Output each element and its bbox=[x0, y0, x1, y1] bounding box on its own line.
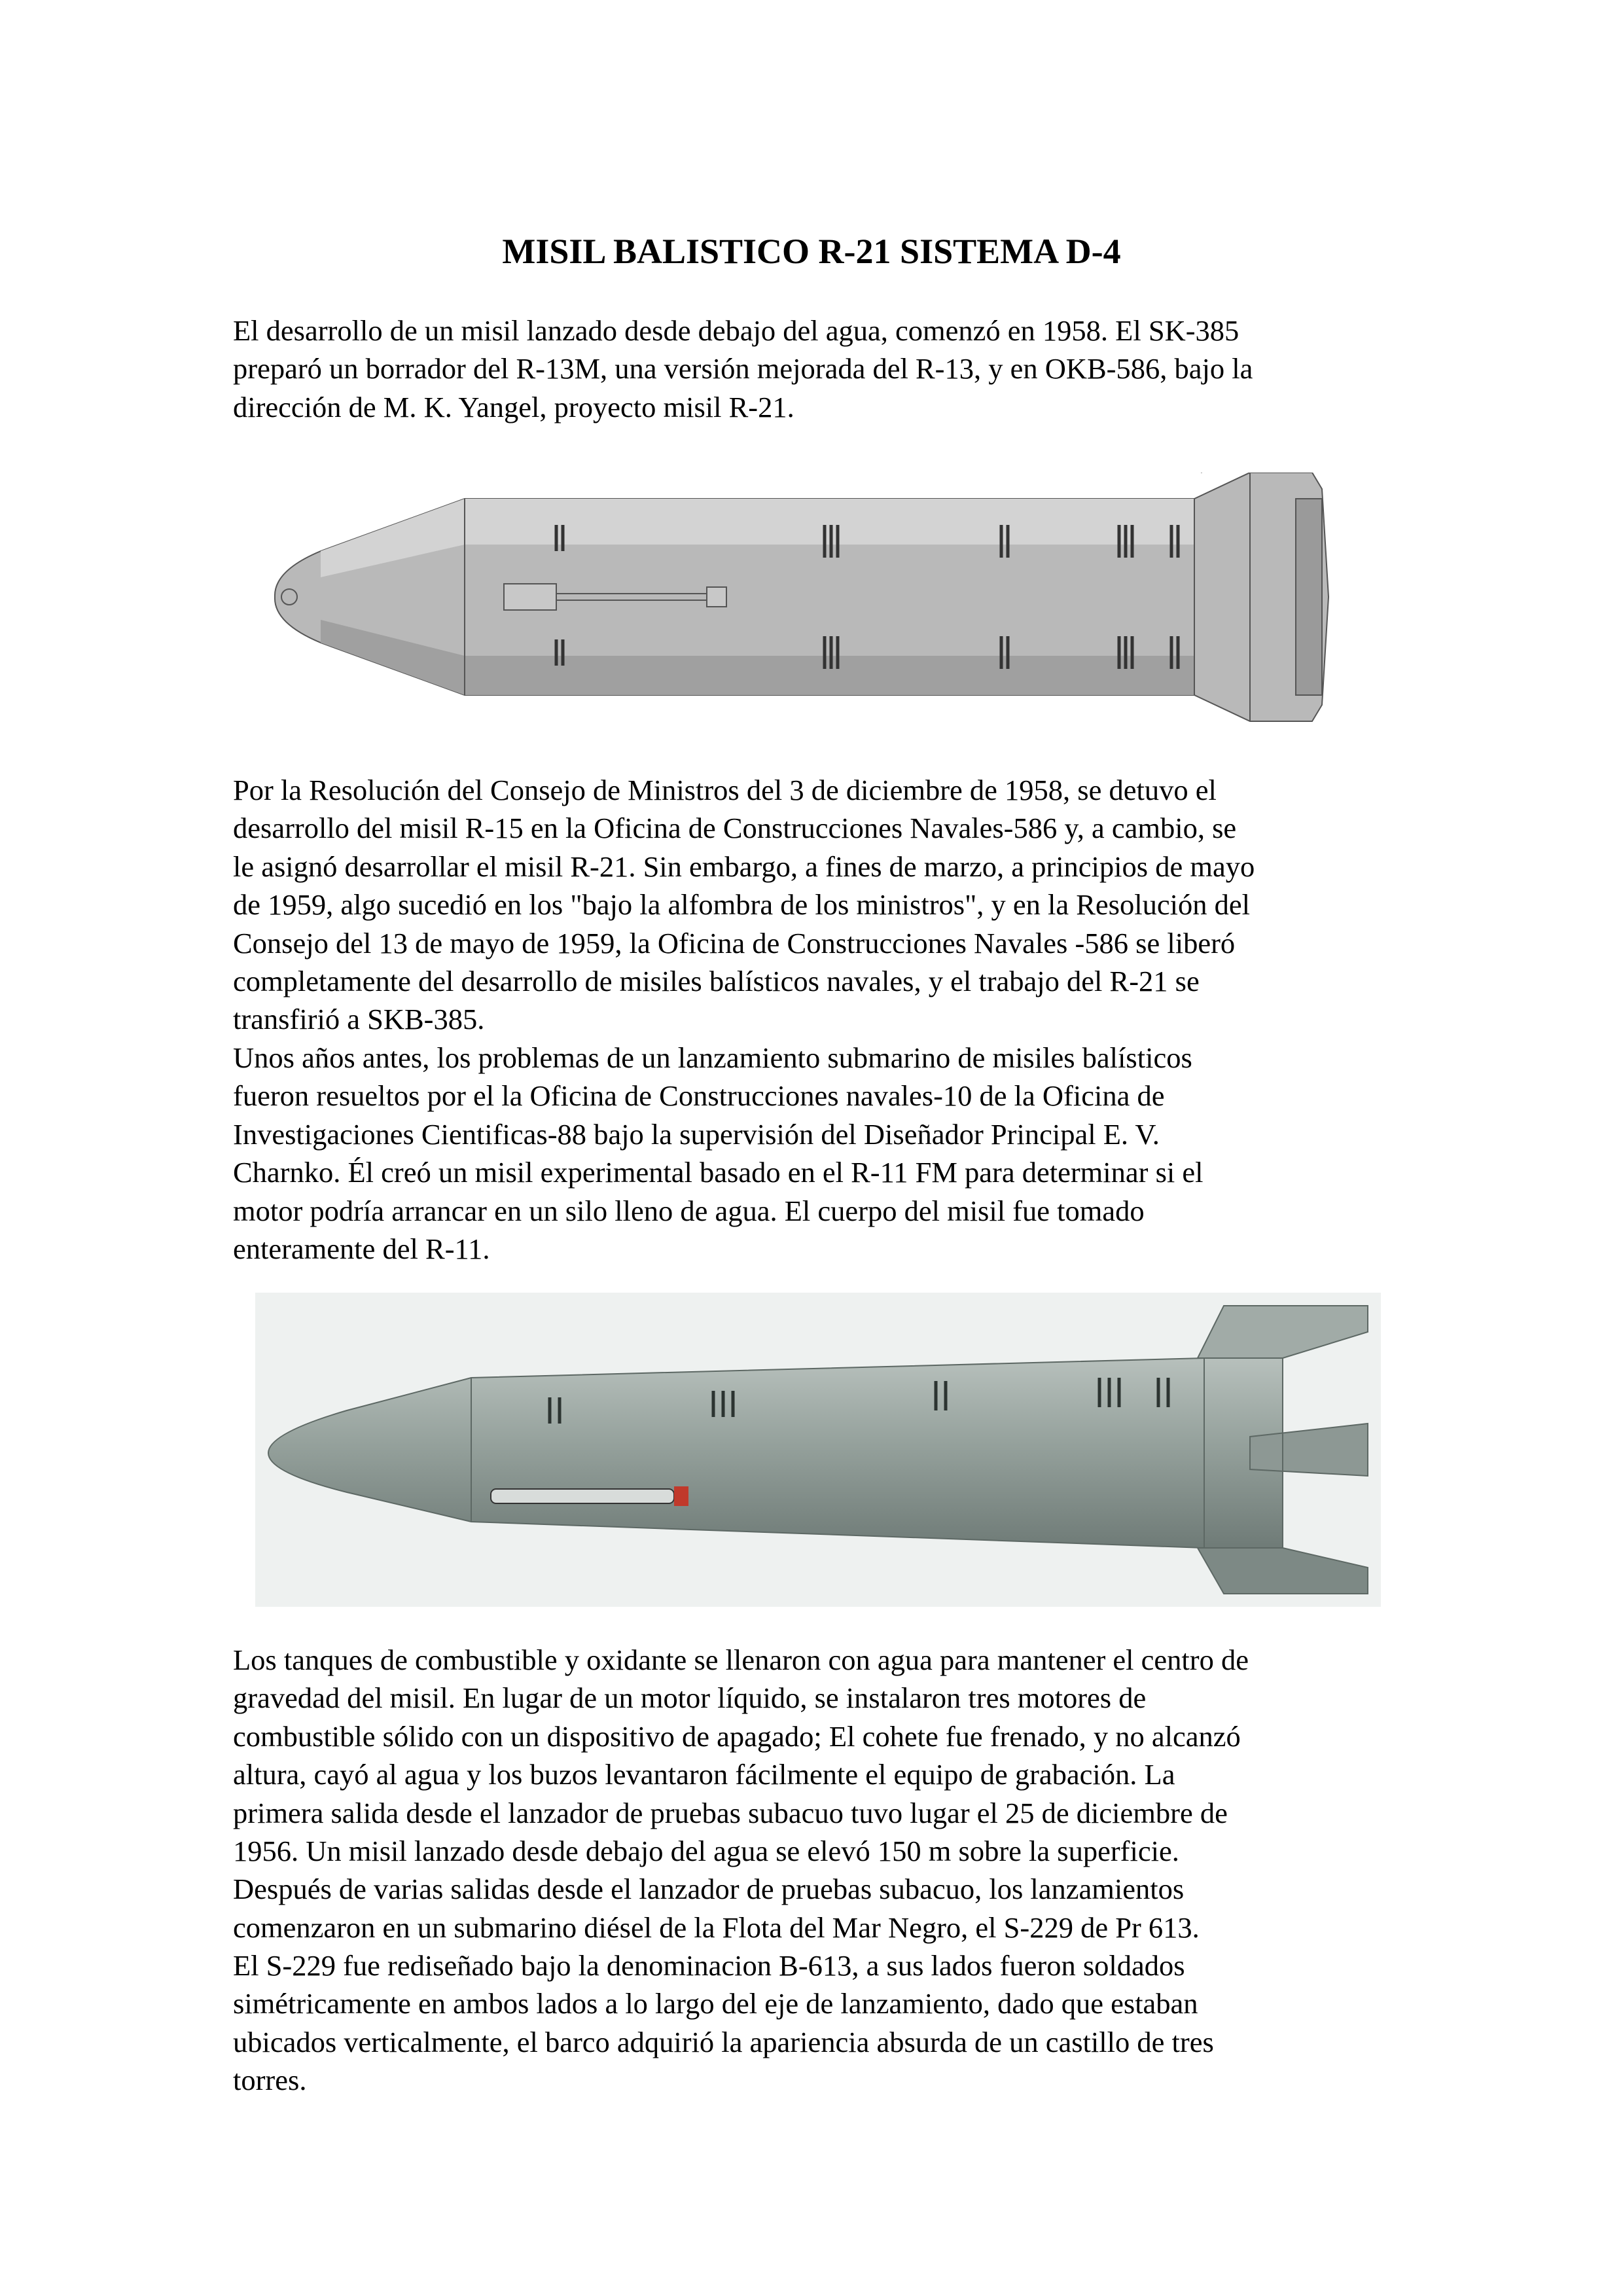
text-line: de 1959, algo sucedió en los "bajo la alfombra de los ministros", y en la Resolución del bbox=[233, 888, 1250, 922]
conduit bbox=[491, 1489, 674, 1503]
text-line: comenzaron en un submarino diésel de la Flota del Mar Negro, el S-229 de Pr 613. bbox=[233, 1910, 1200, 1944]
missile-photo-figure bbox=[255, 1293, 1381, 1607]
text-line: completamente del desarrollo de misiles balísticos navales, y el trabajo del R-21 se bbox=[233, 965, 1200, 998]
text-line: enteramente del R-11. bbox=[233, 1232, 490, 1266]
text-line: torres. bbox=[233, 2064, 307, 2097]
text-line: le asignó desarrollar el misil R-21. Sin embargo, a fines de marzo, a principios de mayo bbox=[233, 850, 1255, 883]
paragraph-submarine bbox=[233, 1946, 1404, 2100]
text-line: motor podría arrancar en un silo lleno de agua. El cuerpo del misil fue tomado bbox=[233, 1194, 1145, 1227]
conduit-cap bbox=[674, 1486, 688, 1506]
text-line: primera salida desde el lanzador de pruebas subacuo tuvo lugar el 25 de diciembre de bbox=[233, 1796, 1228, 1829]
text-line: Unos años antes, los problemas de un lanzamiento submarino de misiles balísticos bbox=[233, 1041, 1192, 1074]
text-line: Por la Resolución del Consejo de Ministros del 3 de diciembre de 1958, se detuvo el bbox=[233, 774, 1217, 806]
text-line: Investigaciones Cientificas-88 bajo la supervisión del Diseñador Principal E. V. bbox=[233, 1117, 1160, 1151]
text-line: preparó un borrador del R-13M, una versión mejorada del R-13, y en OKB-586, bajo la bbox=[233, 352, 1253, 386]
text-line: Consejo del 13 de mayo de 1959, la Oficina de Construcciones Navales -586 se liberó bbox=[233, 926, 1236, 960]
paragraph-history bbox=[233, 1039, 1404, 1268]
paragraph-intro bbox=[233, 312, 1404, 426]
text-line: ubicados verticalmente, el barco adquirió la apariencia absurda de un castillo de tres bbox=[233, 2025, 1214, 2058]
text-line: Charnko. Él creó un misil experimental basado en el R-11 FM para determinar si el bbox=[233, 1156, 1204, 1189]
text-line: fueron resueltos por el la Oficina de Construcciones navales-10 de la Oficina de bbox=[233, 1079, 1165, 1113]
text-line: simétricamente en ambos lados a lo largo del eje de lanzamiento, dado que estaban bbox=[233, 1987, 1198, 2020]
conduit-box bbox=[504, 584, 556, 610]
paragraph-tests bbox=[233, 1641, 1404, 1946]
text-line: El desarrollo de un misil lanzado desde debajo del agua, comenzó en 1958. El SK-385 bbox=[233, 314, 1240, 347]
missile-drawing-figure bbox=[249, 473, 1374, 734]
text-line: transfirió a SKB-385. bbox=[233, 1003, 485, 1036]
paragraph-resolution bbox=[233, 771, 1404, 1039]
missile-drawing bbox=[275, 473, 1329, 721]
text-line: dirección de M. K. Yangel, proyecto misil R-21. bbox=[233, 390, 794, 423]
nozzle-block bbox=[1296, 499, 1322, 695]
text-line: desarrollo del misil R-15 en la Oficina de Construcciones Navales-586 y, a cambio, se bbox=[233, 812, 1237, 845]
text-line: Los tanques de combustible y oxidante se llenaron con agua para mantener el centro de bbox=[233, 1643, 1249, 1676]
text-line: 1956. Un misil lanzado desde debajo del agua se elevó 150 m sobre la superficie. bbox=[233, 1835, 1179, 1868]
text-line: gravedad del misil. En lugar de un motor líquido, se instalaron tres motores de bbox=[233, 1681, 1147, 1715]
conduit-end bbox=[707, 587, 726, 607]
text-line: altura, cayó al agua y los buzos levantaron fácilmente el equipo de grabación. La bbox=[233, 1758, 1175, 1791]
text-line: El S-229 fue rediseñado bajo la denominacion B-613, a sus lados fueron soldados bbox=[233, 1949, 1185, 1982]
document-title: MISIL BALISTICO R-21 SISTEMA D-4 bbox=[502, 232, 1121, 271]
text-line: Después de varias salidas desde el lanzador de pruebas subacuo, los lanzamientos bbox=[233, 1873, 1185, 1906]
text-line: combustible sólido con un dispositivo de apagado; El cohete fue frenado, y no alcanzó bbox=[233, 1719, 1241, 1753]
